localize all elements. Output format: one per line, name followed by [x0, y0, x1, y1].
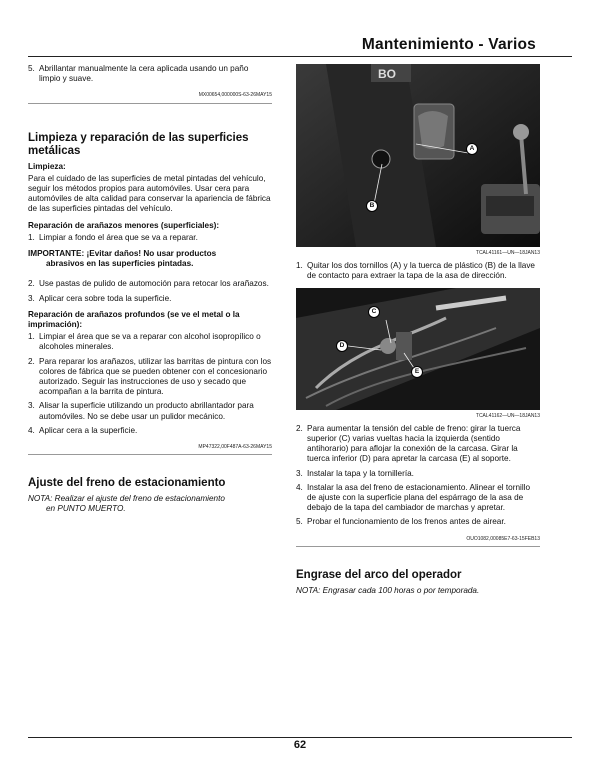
note-line: en PUNTO MUERTO. [46, 504, 126, 514]
step-text: Instalar la asa del freno de estacionamiento. Alinear el tornillo de ajuste con la superficie plana del espárrago de la asa de debajo de la tapa del cambiador de marchas y apretar. [307, 482, 531, 513]
minor-scratch-heading: Reparación de arañazos menores (superficiales): [28, 220, 220, 230]
step-number: 4. [28, 425, 35, 435]
important-warning [28, 249, 272, 269]
list-item [296, 483, 540, 514]
step-number: 3. [28, 401, 35, 411]
reference-code: MP47322,00F487A-63-26MAY15 [28, 442, 272, 455]
step-text: Instalar la tapa y la tornillería. [307, 468, 414, 478]
step-number: 3. [296, 468, 303, 478]
callout-b: B [366, 200, 378, 212]
note-line: NOTA: Realizar el ajuste del freno de estacionamiento [28, 494, 225, 504]
step-text: Aplicar cera sobre toda la superficie. [39, 293, 172, 303]
list-item [296, 517, 540, 527]
list-item [28, 357, 272, 398]
section-title-parking-brake: Ajuste del freno de estacionamiento [28, 477, 226, 490]
list-item [28, 64, 272, 84]
deep-scratch-heading: Reparación de arañazos profundos (se ve el metal o la imprimación): [28, 309, 240, 330]
callout-c: C [368, 306, 380, 318]
steering-handle-illustration [296, 64, 540, 247]
list-item [296, 469, 540, 479]
step-text: Limpiar el área que se va a reparar con alcohol isopropílico o alcoholes minerales. [39, 332, 261, 352]
callout-d: D [336, 340, 348, 352]
page-title: Mantenimiento - Varios [361, 36, 536, 53]
step-text: Para reparar los arañazos, utilizar las barritas de pintura con los colores de fábrica que se pueden obtener con el concesionario autorizado. Seguir las instrucciones de uso y secado que acompañan a la barrita de pintura. [39, 356, 272, 397]
footer-rule [28, 737, 572, 738]
step-number: 1. [28, 332, 35, 342]
step-number: 1. [28, 232, 35, 242]
brake-cable-illustration [296, 288, 540, 410]
callout-e: E [411, 366, 423, 378]
note [28, 494, 272, 514]
reference-code: OUO1082,00085E7-63-15FEB13 [296, 534, 540, 547]
step-number: 3. [28, 293, 35, 303]
step-number: 2. [28, 279, 35, 289]
figure-caption: TCAL41161—UN—18JAN13 [475, 250, 540, 256]
cleaning-paragraph: Para el cuidado de las superficies de metal pintadas del vehículo, seguir los métodos propios para automóviles. Usar cera para automóviles de alta calidad para conservar la apariencia de fábrica de las superficies pintadas del vehículo. [28, 173, 271, 214]
step-text: Aplicar cera a la superficie. [39, 425, 138, 435]
section-title-operator-arch: Engrase del arco del operador [296, 568, 462, 581]
step-number: 4. [296, 482, 303, 492]
step-text: Alisar la superficie utilizando un producto abrillantador para automóviles. No se debe usar un pulidor mecánico. [39, 401, 254, 421]
figure-caption: TCAL41162—UN—18JAN13 [475, 412, 540, 419]
steering-handle-photo [296, 64, 540, 247]
list-item [296, 261, 540, 281]
note: NOTA: Engrasar cada 100 horas o por temporada. [296, 585, 480, 595]
step-number: 1. [296, 261, 303, 271]
left-column [28, 64, 272, 515]
cleaning-heading: Limpieza: [28, 161, 66, 171]
page-number: 62 [293, 739, 307, 751]
important-line: IMPORTANTE: ¡Evitar daños! No usar productos [28, 249, 217, 259]
list-item [28, 426, 272, 436]
svg-text:BO: BO [378, 67, 396, 81]
step-text: Quitar los dos tornillos (A) y la tuerca de plástico (B) de la llave de contacto para extraer la tapa de la asa de dirección. [307, 261, 535, 281]
callout-a: A [466, 143, 478, 155]
important-line: abrasivos en las superficies pintadas. [46, 259, 194, 269]
step-text: Probar el funcionamiento de los frenos antes de airear. [307, 517, 506, 527]
list-item [28, 294, 272, 304]
right-column [296, 64, 540, 596]
step-number: 5. [296, 517, 303, 527]
step-number: 2. [296, 423, 303, 433]
step-text: Abrillantar manualmente la cera aplicada usando un paño limpio y suave. [39, 64, 249, 84]
step-text: Para aumentar la tensión del cable de freno: girar la tuerca superior (C) varias vueltas hacia la izquierda (sentido antihorario) para aflojar la conexión de la carcasa. Girar la tuerca inferior (D) para apretar la carcasa (E) al soporte. [307, 423, 521, 464]
list-item [28, 279, 272, 289]
header-rule [28, 56, 572, 57]
section-title-metal-surfaces: Limpieza y reparación de las superficies metálicas [28, 131, 249, 157]
list-item [28, 332, 272, 352]
step-number: 2. [28, 356, 35, 366]
step-text: Use pastas de pulido de automoción para retocar los arañazos. [39, 279, 269, 289]
brake-cable-photo [296, 288, 540, 410]
list-item [28, 233, 272, 243]
list-item [296, 424, 540, 465]
step-text: Limpiar a fondo el área que se va a reparar. [39, 232, 198, 242]
step-number: 5. [28, 64, 35, 73]
list-item [28, 401, 272, 421]
reference-code: MX00654,000000S-63-26MAY15 [28, 90, 272, 103]
